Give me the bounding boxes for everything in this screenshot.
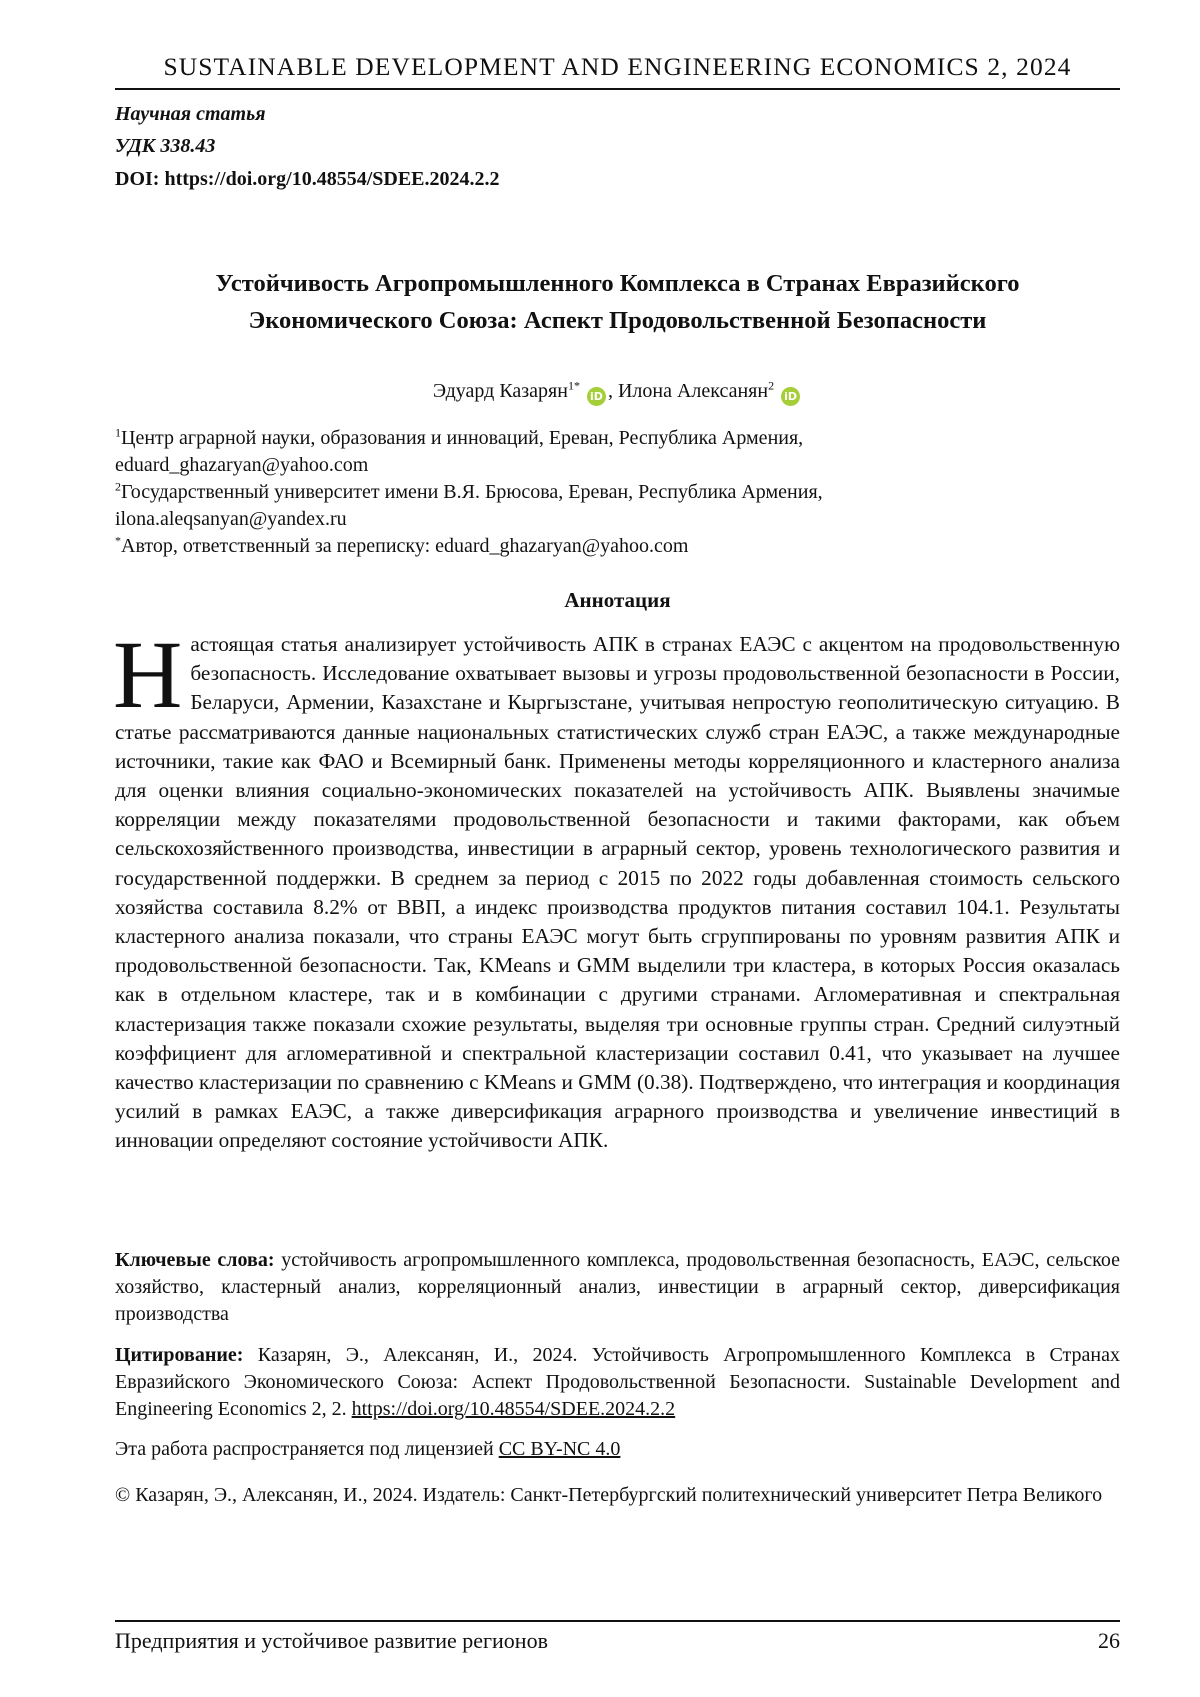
affiliation-1-sup: 1 [115, 425, 121, 440]
author-1-sup: 1* [567, 378, 580, 393]
abstract-body: астоящая статья анализирует устойчивость АПК в странах ЕАЭС с акцентом на продовольственную безопасность. Исследование охватывает вызовы и угрозы продовольственной безопасности в России, Беларуси, Армении, Казахстане и Кыргызстане, учитывая непростую геополитическую ситуацию. В статье рассматриваются данные национальных статистических служб стран ЕАЭС, а также международные источники, такие как ФАО и Всемирный банк. Применены методы корреляционного и кластерного анализа для оценки влияния социально-экономических показателей на устойчивость АПК. Выявлены значимые корреляции между показателями продовольственной безопасности и такими факторами, как объем сельскохозяйственного производства, инвестиции в аграрный сектор, уровень технологического развития и государственной поддержки. В среднем за период с 2015 по 2022 годы добавленная стоимость сельского хозяйства составила 8.2% от ВВП, а индекс производства продуктов питания составил 104.1. Результаты кластерного анализа показали, что страны ЕАЭС могут быть сгруппированы по уровням развития АПК и продовольственной безопасности. Так, KMeans и GMM выделили три кластера, в которых Россия оказалась как в отдельном кластере, так и в комбинации с другими странами. Агломеративная и спектральная кластеризация также показали схожие результаты, выделяя три основные группы стран. Средний силуэтный коэффициент для агломеративной и спектральной кластеризации составил 0.41, что указывает на лучшее качество кластеризации по сравнению с KMeans и GMM (0.38). Подтверждено, что интеграция и координация усилий в рамках ЕАЭС, а также диверсификация аграрного производства и увеличение инвестиций в инновации определяют состояние устойчивости АПК. [115, 632, 1120, 1153]
keywords-label: Ключевые слова: [115, 1249, 275, 1271]
affiliation-2-sup: 2 [115, 479, 121, 494]
orcid-icon[interactable]: iD [587, 387, 606, 406]
orcid-icon[interactable]: iD [781, 387, 800, 406]
page-footer [115, 1620, 1120, 1654]
license-text: Эта работа распространяется под лицензией [115, 1438, 499, 1460]
affiliation-1-text: Центр аграрной науки, образования и инноваций, Ереван, Республика Армения, [121, 427, 804, 449]
author-2-sup: 2 [768, 378, 775, 393]
doi-line [115, 168, 500, 191]
authors [115, 380, 1120, 406]
author-1-name: Эдуард Казарян [432, 380, 568, 402]
affiliation-2-email[interactable]: ilona.aleqsanyan@yandex.ru [115, 508, 347, 530]
keywords [115, 1247, 1120, 1328]
citation-label: Цитирование: [115, 1344, 244, 1366]
doi-value[interactable]: https://doi.org/10.48554/SDEE.2024.2.2 [164, 168, 500, 190]
page-number: 26 [1098, 1628, 1120, 1653]
journal-header: SUSTAINABLE DEVELOPMENT AND ENGINEERING ECONOMICS 2, 2024 [115, 52, 1120, 90]
dropcap: Н [113, 621, 183, 728]
license [115, 1438, 620, 1461]
affiliation-2-text: Государственный университет имени В.Я. Брюсова, Ереван, Республика Армения, [121, 481, 823, 503]
copyright: © Казарян, Э., Алексанян, И., 2024. Издатель: Санкт-Петербургский политехнический университет Петра Великого [115, 1484, 1103, 1506]
doi-label: DOI: [115, 168, 160, 190]
title-line-2: Экономического Союза: Аспект Продовольственной Безопасности [248, 307, 987, 334]
affiliation-1 [115, 425, 1120, 452]
udc: УДК 338.43 [115, 135, 216, 157]
abstract-heading: Аннотация [564, 588, 671, 612]
citation-text: Казарян, Э., Алексанян, И., 2024. Устойчивость Агропромышленного Комплекса в Странах Евразийского Экономического Союза: Аспект Продовольственной Безопасности. Sustainable Development and Engineering Economics 2, 2. [115, 1344, 1120, 1420]
affiliation-2 [115, 479, 1120, 506]
corresponding-author [115, 533, 1120, 560]
article-title [115, 265, 1120, 339]
corresponding-text: Автор, ответственный за переписку: eduard_ghazaryan@yahoo.com [121, 535, 689, 557]
citation-doi-link[interactable]: https://doi.org/10.48554/SDEE.2024.2.2 [351, 1398, 676, 1420]
license-link[interactable]: CC BY-NC 4.0 [498, 1438, 621, 1460]
affiliation-1-email[interactable]: eduard_ghazaryan@yahoo.com [115, 454, 369, 476]
keywords-text: устойчивость агропромышленного комплекса, продовольственная безопасность, ЕАЭС, сельское хозяйство, кластерный анализ, корреляционный анализ, инвестиции в аграрный сектор, диверсификация производства [115, 1249, 1120, 1325]
title-line-1: Устойчивость Агропромышленного Комплекса в Странах Евразийского [215, 270, 1020, 297]
citation [115, 1342, 1120, 1423]
abstract-text [113, 621, 1120, 1156]
author-2-name: Илона Алексанян [617, 380, 769, 402]
affiliations [115, 425, 1120, 560]
author-separator: , [607, 380, 618, 402]
article-type: Научная статья [115, 103, 266, 125]
footer-section: Предприятия и устойчивое развитие регионов [115, 1628, 548, 1653]
corresponding-sup: * [115, 533, 121, 548]
